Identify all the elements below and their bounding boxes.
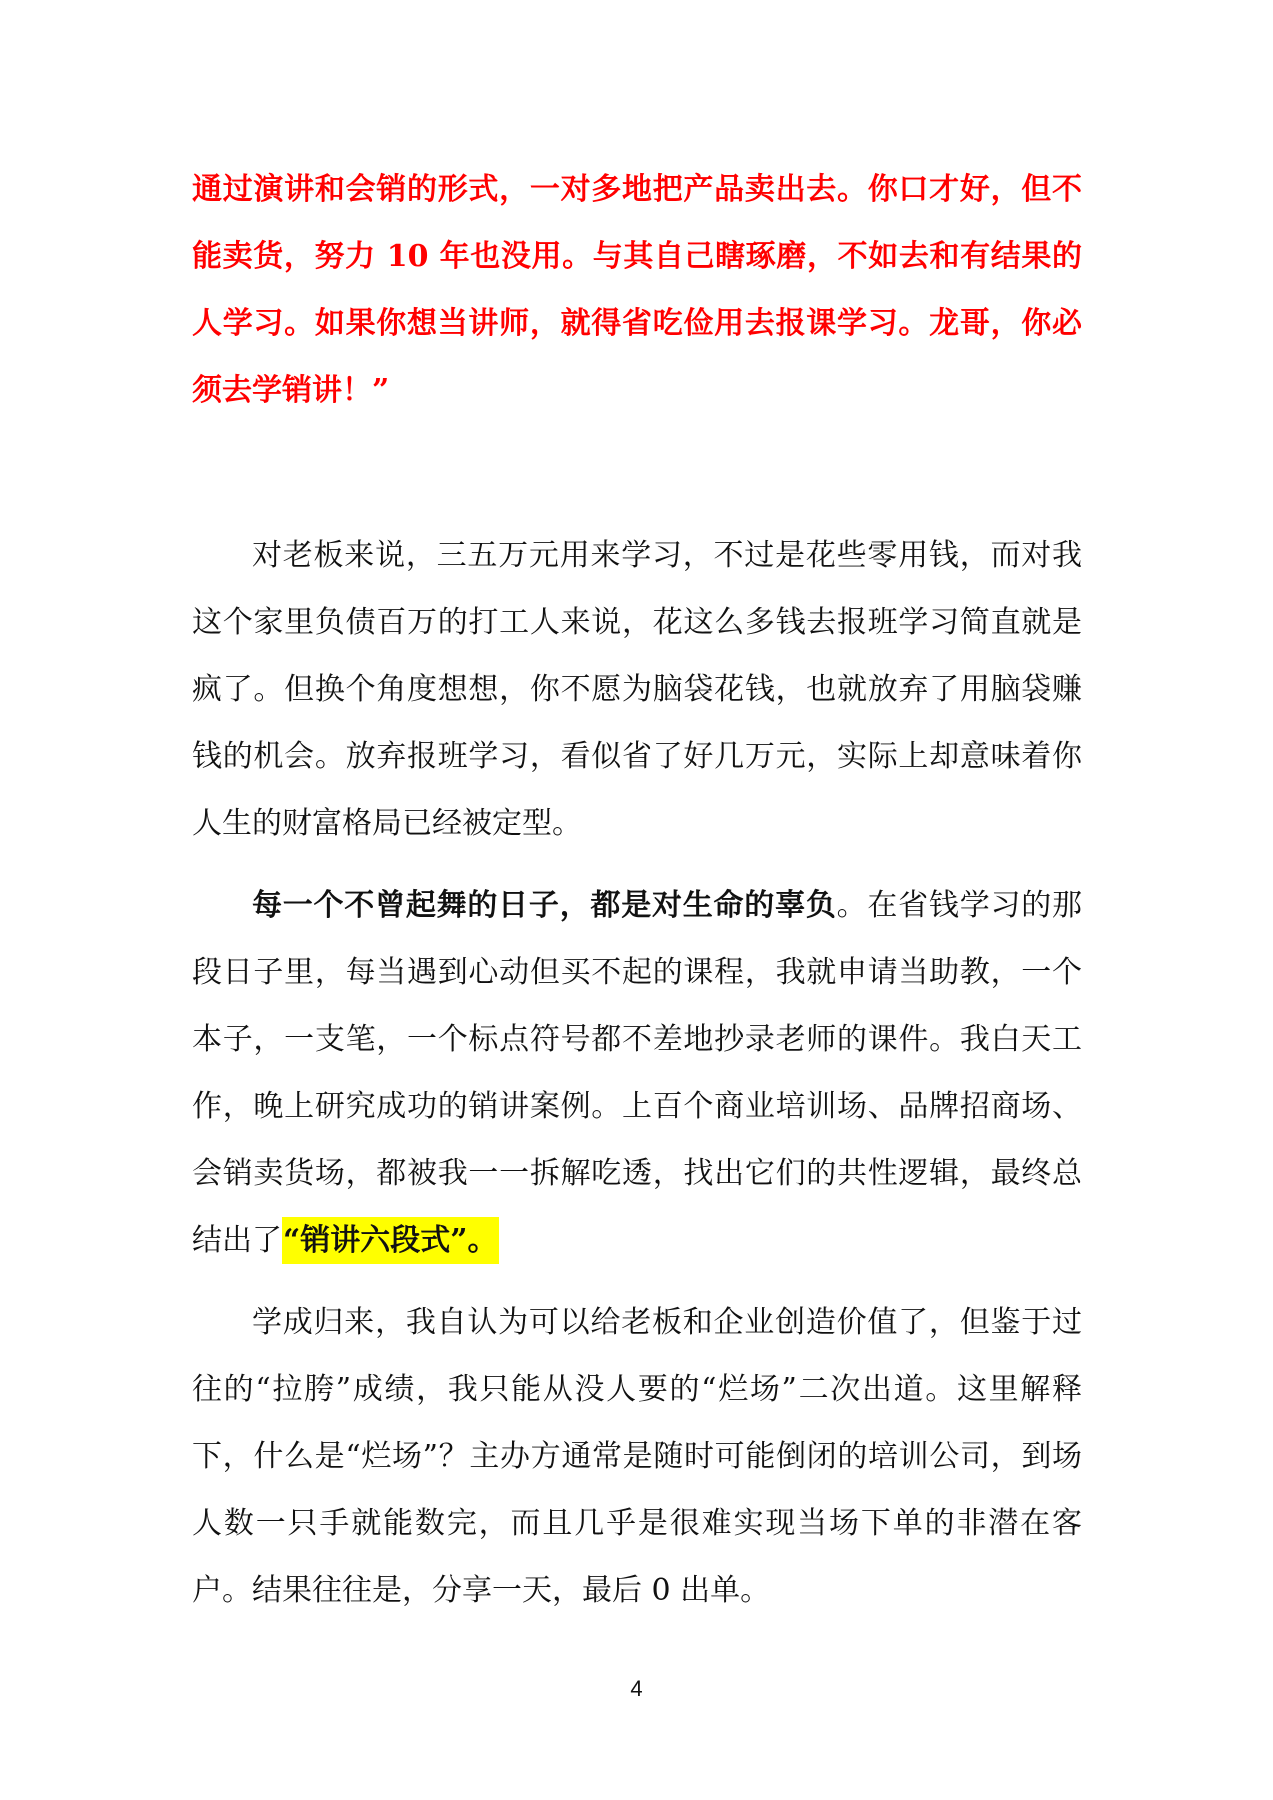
highlighted-term: “销讲六段式”。 bbox=[282, 1217, 499, 1264]
paragraph-body: 。在省钱学习的那段日子里，每当遇到心动但买不起的课程，我就申请当助教，一个本子，一支笔，一个标点符号都不差地抄录老师的课件。我白天工作，晚上研究成功的销讲案例。上百个商业培训场、品牌招商场、会销卖货场，都被我一一拆解吃透，找出它们的共性逻辑，最终总结出了 bbox=[192, 888, 1083, 1258]
paragraph-comeback: 学成归来，我自认为可以给老板和企业创造价值了，但鉴于过往的“拉胯”成绩，我只能从没人要的“烂场”二次出道。这里解释下，什么是“烂场”？主办方通常是随时可能倒闭的培训公司，到场人数一只手就能数完，而且几乎是很难实现当场下单的非潜在客户。结果往往是，分享一天，最后 0 出单。 bbox=[192, 1305, 1082, 1608]
page-number: 4 bbox=[630, 1676, 643, 1701]
paragraph-learning-cost: 对老板来说，三五万元用来学习，不过是花些零用钱，而对我这个家里负债百万的打工人来说，花这么多钱去报班学习简直就是疯了。但换个角度想想，你不愿为脑袋花钱，也就放弃了用脑袋赚钱的机会。放弃报班学习，看似省了好几万元，实际上却意味着你人生的财富格局已经被定型。 bbox=[192, 538, 1082, 841]
paragraph-self-study bbox=[192, 872, 1082, 1274]
quote-paragraph-red: 通过演讲和会销的形式，一对多地把产品卖出去。你口才好，但不能卖货，努力 10 年也没用。与其自己瞎琢磨，不如去和有结果的人学习。如果你想当讲师，就得省吃俭用去报课学习。龙哥，你必须去学销讲！” bbox=[192, 172, 1082, 408]
bold-quote: 每一个不曾起舞的日子，都是对生命的辜负 bbox=[252, 888, 837, 923]
